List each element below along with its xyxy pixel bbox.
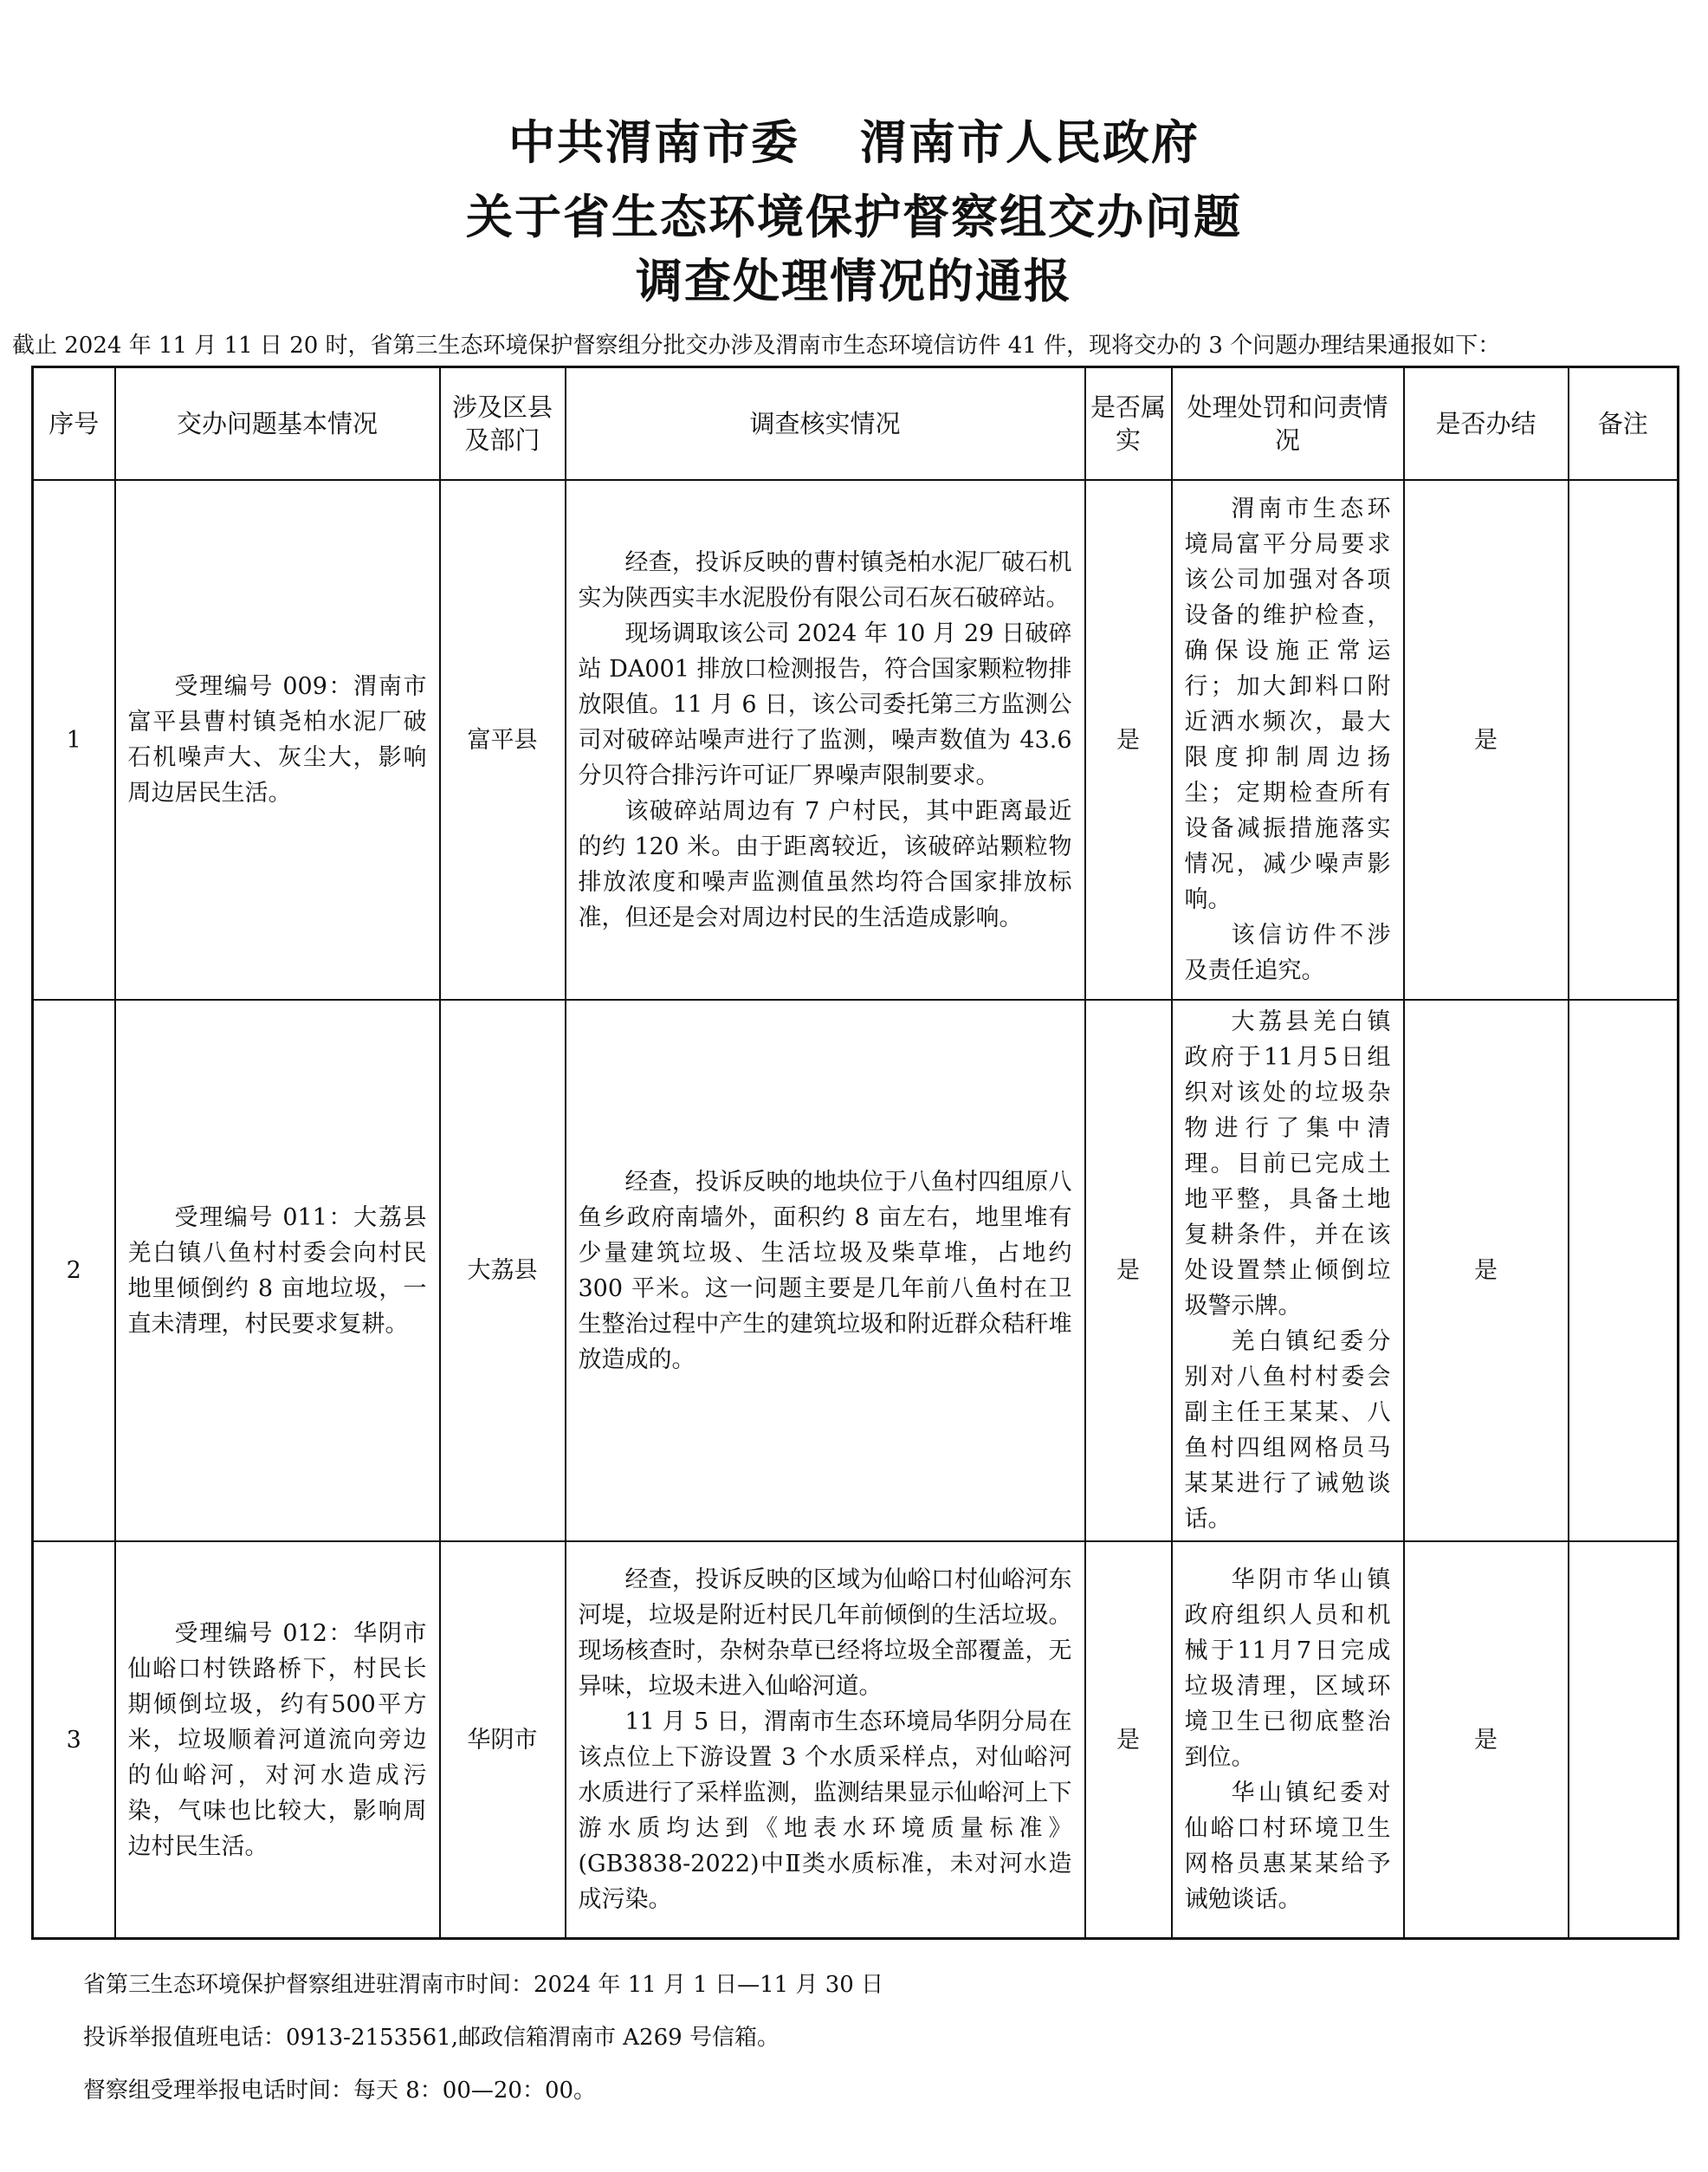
report-table bbox=[31, 366, 1679, 1940]
footer-hotline: 投诉举报值班电话：0913-2153561,邮政信箱渭南市 A269 号信箱。 bbox=[83, 2025, 780, 2051]
header-district: 涉及区县及部门 bbox=[440, 367, 566, 481]
row-handling: 大荔县羌白镇政府于11月5日组织对该处的垃圾杂物进行了集中清理。目前已完成土地平整，具备土地复耕条件，并在该处设置禁止倾倒垃圾警示牌。 羌白镇纪委分别对八鱼村村委会副主任王某某、八鱼村四组网格员马某某进行了诫勉谈话。 bbox=[1172, 1000, 1404, 1541]
row-investigation: 经查，投诉反映的区域为仙峪口村仙峪河东河堤，垃圾是附近村民几年前倾倒的生活垃圾。现场核查时，杂树杂草已经将垃圾全部覆盖，无异味，垃圾未进入仙峪河道。 11 月 5 日，渭南市生态环境局华阴分局在该点位上下游设置 3 个水质采样点，对仙峪河水质进行了采样监测，监测结果显示仙峪河上下游水质均达到《地表水环境质量标准》(GB3838-2022)中Ⅱ类水质标准，未对河水造成污染。 bbox=[566, 1541, 1085, 1939]
row-issue: 受理编号 009：渭南市富平县曹村镇尧柏水泥厂破石机噪声大、灰尘大，影响周边居民生活。 bbox=[115, 480, 440, 1000]
title-party-committee: 中共渭南市委 bbox=[508, 115, 799, 170]
row-no: 3 bbox=[33, 1541, 115, 1939]
header-handling: 处理处罚和问责情况 bbox=[1172, 367, 1404, 481]
title-line-2: 关于省生态环境保护督察组交办问题 bbox=[466, 190, 1242, 244]
table-row bbox=[33, 1541, 1679, 1939]
row-handling: 华阴市华山镇政府组织人员和机械于11月7日完成垃圾清理，区域环境卫生已彻底整治到位。 华山镇纪委对仙峪口村环境卫生网格员惠某某给予诫勉谈话。 bbox=[1172, 1541, 1404, 1939]
row-district: 大荔县 bbox=[440, 1000, 566, 1541]
header-issue: 交办问题基本情况 bbox=[115, 367, 440, 481]
header-completed: 是否办结 bbox=[1404, 367, 1569, 481]
header-verified: 是否属实 bbox=[1085, 367, 1172, 481]
row-remark bbox=[1569, 1541, 1679, 1939]
row-district: 富平县 bbox=[440, 480, 566, 1000]
footer-hotline-hours: 督察组受理举报电话时间：每天 8：00—20：00。 bbox=[83, 2078, 597, 2104]
header-no: 序号 bbox=[33, 367, 115, 481]
row-verified: 是 bbox=[1085, 1541, 1172, 1939]
row-issue: 受理编号 012：华阴市仙峪口村铁路桥下，村民长期倾倒垃圾，约有500平方米，垃圾顺着河道流向旁边的仙峪河，对河水造成污染，气味也比较大，影响周边村民生活。 bbox=[115, 1541, 440, 1939]
row-district: 华阴市 bbox=[440, 1541, 566, 1939]
title-line-1 bbox=[0, 106, 1708, 172]
row-no: 2 bbox=[33, 1000, 115, 1541]
row-completed: 是 bbox=[1404, 480, 1569, 1000]
row-no: 1 bbox=[33, 480, 115, 1000]
header-remark: 备注 bbox=[1569, 367, 1679, 481]
row-completed: 是 bbox=[1404, 1541, 1569, 1939]
table-row bbox=[33, 480, 1679, 1000]
row-remark bbox=[1569, 1000, 1679, 1541]
table-row bbox=[33, 1000, 1679, 1541]
row-issue: 受理编号 011：大荔县羌白镇八鱼村村委会向村民地里倾倒约 8 亩地垃圾，一直未清理，村民要求复耕。 bbox=[115, 1000, 440, 1541]
row-remark bbox=[1569, 480, 1679, 1000]
table-header-row bbox=[33, 367, 1679, 481]
intro-text: 截止 2024 年 11 月 11 日 20 时，省第三生态环境保护督察组分批交办涉及渭南市生态环境信访件 41 件，现将交办的 3 个问题办理结果通报如下： bbox=[12, 333, 1501, 359]
title-government: 渭南市人民政府 bbox=[860, 115, 1200, 170]
row-investigation: 经查，投诉反映的曹村镇尧柏水泥厂破石机实为陕西实丰水泥股份有限公司石灰石破碎站。 现场调取该公司 2024 年 10 月 29 日破碎站 DA001 排放口检测报告，符合国家颗粒物排放限值。11 月 6 日，该公司委托第三方监测公司对破碎站噪声进行了监测，噪声数值为 43.6 分贝符合排污许可证厂界噪声限制要求。 该破碎站周边有 7 户村民，其中距离最近的约 120 米。由于距离较近，该破碎站颗粒物排放浓度和噪声监测值虽然均符合国家排放标准，但还是会对周边村民的生活造成影响。 bbox=[566, 480, 1085, 1000]
row-completed: 是 bbox=[1404, 1000, 1569, 1541]
footer-stationing-period: 省第三生态环境保护督察组进驻渭南市时间：2024 年 11 月 1 日—11 月 30 日 bbox=[83, 1972, 884, 1998]
row-investigation: 经查，投诉反映的地块位于八鱼村四组原八鱼乡政府南墙外，面积约 8 亩左右，地里堆有少量建筑垃圾、生活垃圾及柴草堆，占地约 300 平米。这一问题主要是几年前八鱼村在卫生整治过程中产生的建筑垃圾和附近群众秸秆堆放造成的。 bbox=[566, 1000, 1085, 1541]
title-line-3: 调查处理情况的通报 bbox=[636, 254, 1072, 308]
row-verified: 是 bbox=[1085, 1000, 1172, 1541]
header-investigation: 调查核实情况 bbox=[566, 367, 1085, 481]
row-handling: 渭南市生态环境局富平分局要求该公司加强对各项设备的维护检查，确保设施正常运行；加大卸料口附近洒水频次，最大限度抑制周边扬尘；定期检查所有设备减振措施落实情况，减少噪声影响。 该信访件不涉及责任追究。 bbox=[1172, 480, 1404, 1000]
row-verified: 是 bbox=[1085, 480, 1172, 1000]
